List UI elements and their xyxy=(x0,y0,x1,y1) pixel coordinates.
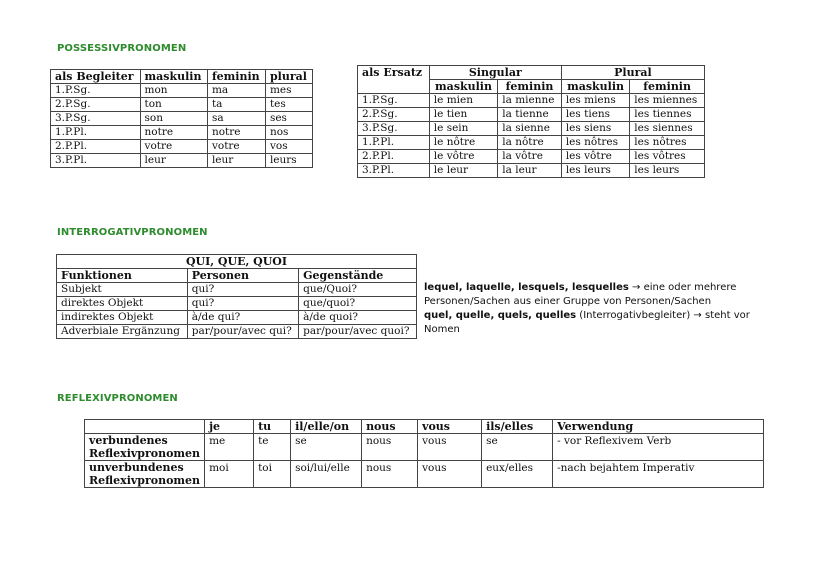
table-row xyxy=(358,94,705,108)
table-cell: 2.P.Sg. xyxy=(358,108,430,122)
table-cell: à/de qui? xyxy=(187,311,298,325)
row-label xyxy=(85,461,205,488)
table-cell: te xyxy=(254,434,291,461)
header-cell xyxy=(85,420,205,434)
row-label-line: Reflexivpronomen xyxy=(89,447,201,460)
table-cell: nous xyxy=(362,461,418,488)
table-cell: les vôtre xyxy=(561,150,629,164)
table-cell: -nach bejahtem Imperativ xyxy=(553,461,764,488)
table-cell: soi/lui/elle xyxy=(291,461,362,488)
table-cell: les nôtres xyxy=(630,136,705,150)
table-row xyxy=(51,154,313,168)
table-cell: notre xyxy=(140,126,207,140)
table-interrogativ xyxy=(56,254,417,339)
row-label-line: verbundenes xyxy=(89,434,168,447)
table-row xyxy=(358,150,705,164)
header-cell: nous xyxy=(362,420,418,434)
table-cell: moi xyxy=(205,461,254,488)
table-row xyxy=(51,140,313,154)
table-cell: les tiens xyxy=(561,108,629,122)
header-cell: feminin xyxy=(207,70,265,84)
header-cell: je xyxy=(205,420,254,434)
table-cell: nos xyxy=(265,126,312,140)
table-cell: ta xyxy=(207,98,265,112)
table-cell: la sienne xyxy=(498,122,562,136)
table-title: QUI, QUE, QUOI xyxy=(57,255,417,269)
table-cell: par/pour/avec quoi? xyxy=(299,325,417,339)
header-cell: tu xyxy=(254,420,291,434)
table-row xyxy=(358,108,705,122)
table-cell: que/quoi? xyxy=(299,297,417,311)
note-text: Nomen xyxy=(424,324,460,335)
table-cell: la nôtre xyxy=(498,136,562,150)
table-cell: 1.P.Pl. xyxy=(51,126,141,140)
table-cell: les nôtres xyxy=(561,136,629,150)
table-cell: tes xyxy=(265,98,312,112)
table-cell: le mien xyxy=(429,94,497,108)
table-cell: votre xyxy=(140,140,207,154)
header-cell: feminin xyxy=(498,80,562,94)
table-cell: le nôtre xyxy=(429,136,497,150)
table-cell: mon xyxy=(140,84,207,98)
table-cell: les siens xyxy=(561,122,629,136)
table-cell: vos xyxy=(265,140,312,154)
table-cell: la mienne xyxy=(498,94,562,108)
header-cell: plural xyxy=(265,70,312,84)
table-row xyxy=(85,434,764,461)
group-header-singular: Singular xyxy=(429,66,561,80)
row-label-line: Reflexivpronomen xyxy=(89,474,201,487)
table-row xyxy=(57,311,417,325)
note-bold-quel: quel, quelle, quels, quelles xyxy=(424,310,577,321)
table-cell: le sein xyxy=(429,122,497,136)
table-cell: la vôtre xyxy=(498,150,562,164)
table-row xyxy=(51,98,313,112)
table-cell: 1.P.Pl. xyxy=(358,136,430,150)
table-cell: votre xyxy=(207,140,265,154)
table-cell: que/Quoi? xyxy=(299,283,417,297)
table-cell: les siennes xyxy=(630,122,705,136)
table-cell: par/pour/avec qui? xyxy=(187,325,298,339)
table-cell: - vor Reflexivem Verb xyxy=(553,434,764,461)
heading-interrogativ: INTERROGATIVPRONOMEN xyxy=(57,227,208,238)
note-bold-lequel: lequel, laquelle, lesquels, lesquelles xyxy=(424,282,629,293)
table-row xyxy=(51,112,313,126)
table-row xyxy=(85,461,764,488)
table-cell: qui? xyxy=(187,283,298,297)
header-cell: maskulin xyxy=(561,80,629,94)
table-cell: 3.P.Pl. xyxy=(358,164,430,178)
table-cell: ses xyxy=(265,112,312,126)
table-cell: à/de quoi? xyxy=(299,311,417,325)
table-cell: les miennes xyxy=(630,94,705,108)
note-text: Personen/Sachen aus einer Gruppe von Personen/Sachen xyxy=(424,296,712,307)
table-cell: mes xyxy=(265,84,312,98)
table-cell: qui? xyxy=(187,297,298,311)
table-row xyxy=(51,84,313,98)
table-cell: se xyxy=(482,434,553,461)
header-cell: als Ersatz xyxy=(358,66,430,94)
header-cell: feminin xyxy=(630,80,705,94)
header-cell: vous xyxy=(418,420,482,434)
interrogativ-note xyxy=(424,281,794,337)
note-text: → eine oder mehrere xyxy=(628,282,737,293)
table-cell: le tien xyxy=(429,108,497,122)
table-cell: me xyxy=(205,434,254,461)
group-header-plural: Plural xyxy=(561,66,704,80)
table-cell: Subjekt xyxy=(57,283,188,297)
header-cell: ils/elles xyxy=(482,420,553,434)
header-cell: maskulin xyxy=(140,70,207,84)
table-cell: 3.P.Sg. xyxy=(51,112,141,126)
header-cell: Gegenstände xyxy=(299,269,417,283)
table-row xyxy=(358,164,705,178)
row-label xyxy=(85,434,205,461)
note-text: (Interrogativbegleiter) → steht vor xyxy=(576,310,750,321)
table-cell: les leurs xyxy=(630,164,705,178)
row-label-line: unverbundenes xyxy=(89,461,184,474)
table-cell: 2.P.Pl. xyxy=(51,140,141,154)
table-cell: Adverbiale Ergänzung xyxy=(57,325,188,339)
table-possessiv-ersatz xyxy=(357,65,705,178)
table-cell: 1.P.Sg. xyxy=(358,94,430,108)
table-row xyxy=(57,297,417,311)
heading-reflexiv: REFLEXIVPRONOMEN xyxy=(57,393,178,404)
table-cell: 3.P.Pl. xyxy=(51,154,141,168)
header-cell: maskulin xyxy=(429,80,497,94)
table-cell: eux/elles xyxy=(482,461,553,488)
table-cell: leur xyxy=(207,154,265,168)
table-cell: notre xyxy=(207,126,265,140)
table-cell: indirektes Objekt xyxy=(57,311,188,325)
table-cell: vous xyxy=(418,434,482,461)
table-cell: ma xyxy=(207,84,265,98)
table-cell: 1.P.Sg. xyxy=(51,84,141,98)
table-cell: le leur xyxy=(429,164,497,178)
table-reflexiv xyxy=(84,419,764,488)
table-cell: 2.P.Sg. xyxy=(51,98,141,112)
table-cell: 3.P.Sg. xyxy=(358,122,430,136)
table-cell: direktes Objekt xyxy=(57,297,188,311)
table-row xyxy=(51,126,313,140)
header-cell: Funktionen xyxy=(57,269,188,283)
table-row xyxy=(358,136,705,150)
heading-possessiv: POSSESSIVPRONOMEN xyxy=(57,43,187,54)
table-cell: leur xyxy=(140,154,207,168)
table-possessiv-begleiter xyxy=(50,69,313,168)
table-cell: 2.P.Pl. xyxy=(358,150,430,164)
header-cell: il/elle/on xyxy=(291,420,362,434)
table-cell: son xyxy=(140,112,207,126)
table-cell: la leur xyxy=(498,164,562,178)
table-cell: les tiennes xyxy=(630,108,705,122)
table-row xyxy=(57,283,417,297)
table-cell: les miens xyxy=(561,94,629,108)
table-row xyxy=(358,122,705,136)
table-cell: les vôtres xyxy=(630,150,705,164)
header-cell: als Begleiter xyxy=(51,70,141,84)
table-cell: la tienne xyxy=(498,108,562,122)
table-cell: toi xyxy=(254,461,291,488)
table-cell: se xyxy=(291,434,362,461)
table-row xyxy=(57,325,417,339)
table-cell: ton xyxy=(140,98,207,112)
header-cell: Verwendung xyxy=(553,420,764,434)
table-cell: le vôtre xyxy=(429,150,497,164)
header-cell: Personen xyxy=(187,269,298,283)
table-cell: les leurs xyxy=(561,164,629,178)
table-cell: vous xyxy=(418,461,482,488)
table-cell: leurs xyxy=(265,154,312,168)
table-cell: sa xyxy=(207,112,265,126)
table-cell: nous xyxy=(362,434,418,461)
